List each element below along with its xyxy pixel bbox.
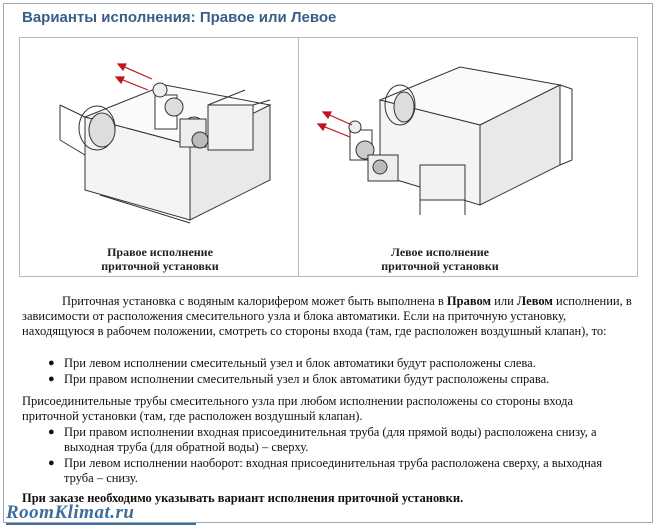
bullet-icon: ●	[48, 357, 55, 369]
caption-line: Левое исполнение	[390, 245, 490, 259]
right-version-drawing	[40, 45, 295, 230]
paragraph-text: исполнении, в зависимости от расположения смесительного узла и блока автоматики. Если на приточную установку, находящуюся в рабочем положении, смотреть со стороны входа (там, где расположен воздушный клапан), то:	[22, 294, 632, 338]
bullet-icon: ●	[48, 426, 55, 438]
section-title: Варианты исполнения: Правое или Левое	[22, 9, 337, 26]
left-version-drawing	[310, 55, 630, 225]
list-item-text: При правом исполнении смесительный узел и блок автоматики будут расположены справа.	[64, 372, 550, 386]
watermark-underline	[6, 523, 196, 525]
list-item	[48, 425, 634, 455]
bullet-icon: ●	[48, 373, 55, 385]
figure-divider	[298, 37, 299, 277]
caption-line: Правое исполнение	[107, 245, 213, 259]
list-item-text: При левом исполнении смесительный узел и блок автоматики будут расположены слева.	[64, 356, 536, 370]
caption-line: приточной установки	[381, 259, 499, 273]
left-keyword: Левом	[516, 294, 553, 308]
intro-paragraph	[22, 294, 632, 339]
caption-line: приточной установки	[101, 259, 219, 273]
order-note: При заказе необходимо указывать вариант исполнения приточной установки.	[22, 491, 464, 505]
right-keyword: Правом	[446, 294, 492, 308]
site-watermark: RoomKlimat.ru	[6, 502, 135, 523]
right-version-caption	[80, 245, 240, 273]
paragraph-text: или	[491, 294, 517, 308]
list-item	[48, 372, 634, 387]
list-item-text: При правом исполнении входная присоединительная труба (для прямой воды) расположена снизу, а выходная труба (для обратной воды) – сверху.	[64, 425, 597, 454]
list-item-text: При левом исполнении наоборот: входная присоединительная труба расположена сверху, а выходная труба – снизу.	[64, 456, 603, 485]
list-item	[48, 356, 634, 371]
paragraph-text: Приточная установка с водяным калорифером может быть выполнена в	[62, 294, 447, 308]
list-item	[48, 456, 634, 486]
left-version-caption	[360, 245, 520, 273]
bullet-icon: ●	[48, 457, 55, 469]
pipes-paragraph: Присоединительные трубы смесительного узла при любом исполнении расположены со стороны входа приточной установки (там, где расположен воздушный клапан).	[22, 394, 573, 423]
